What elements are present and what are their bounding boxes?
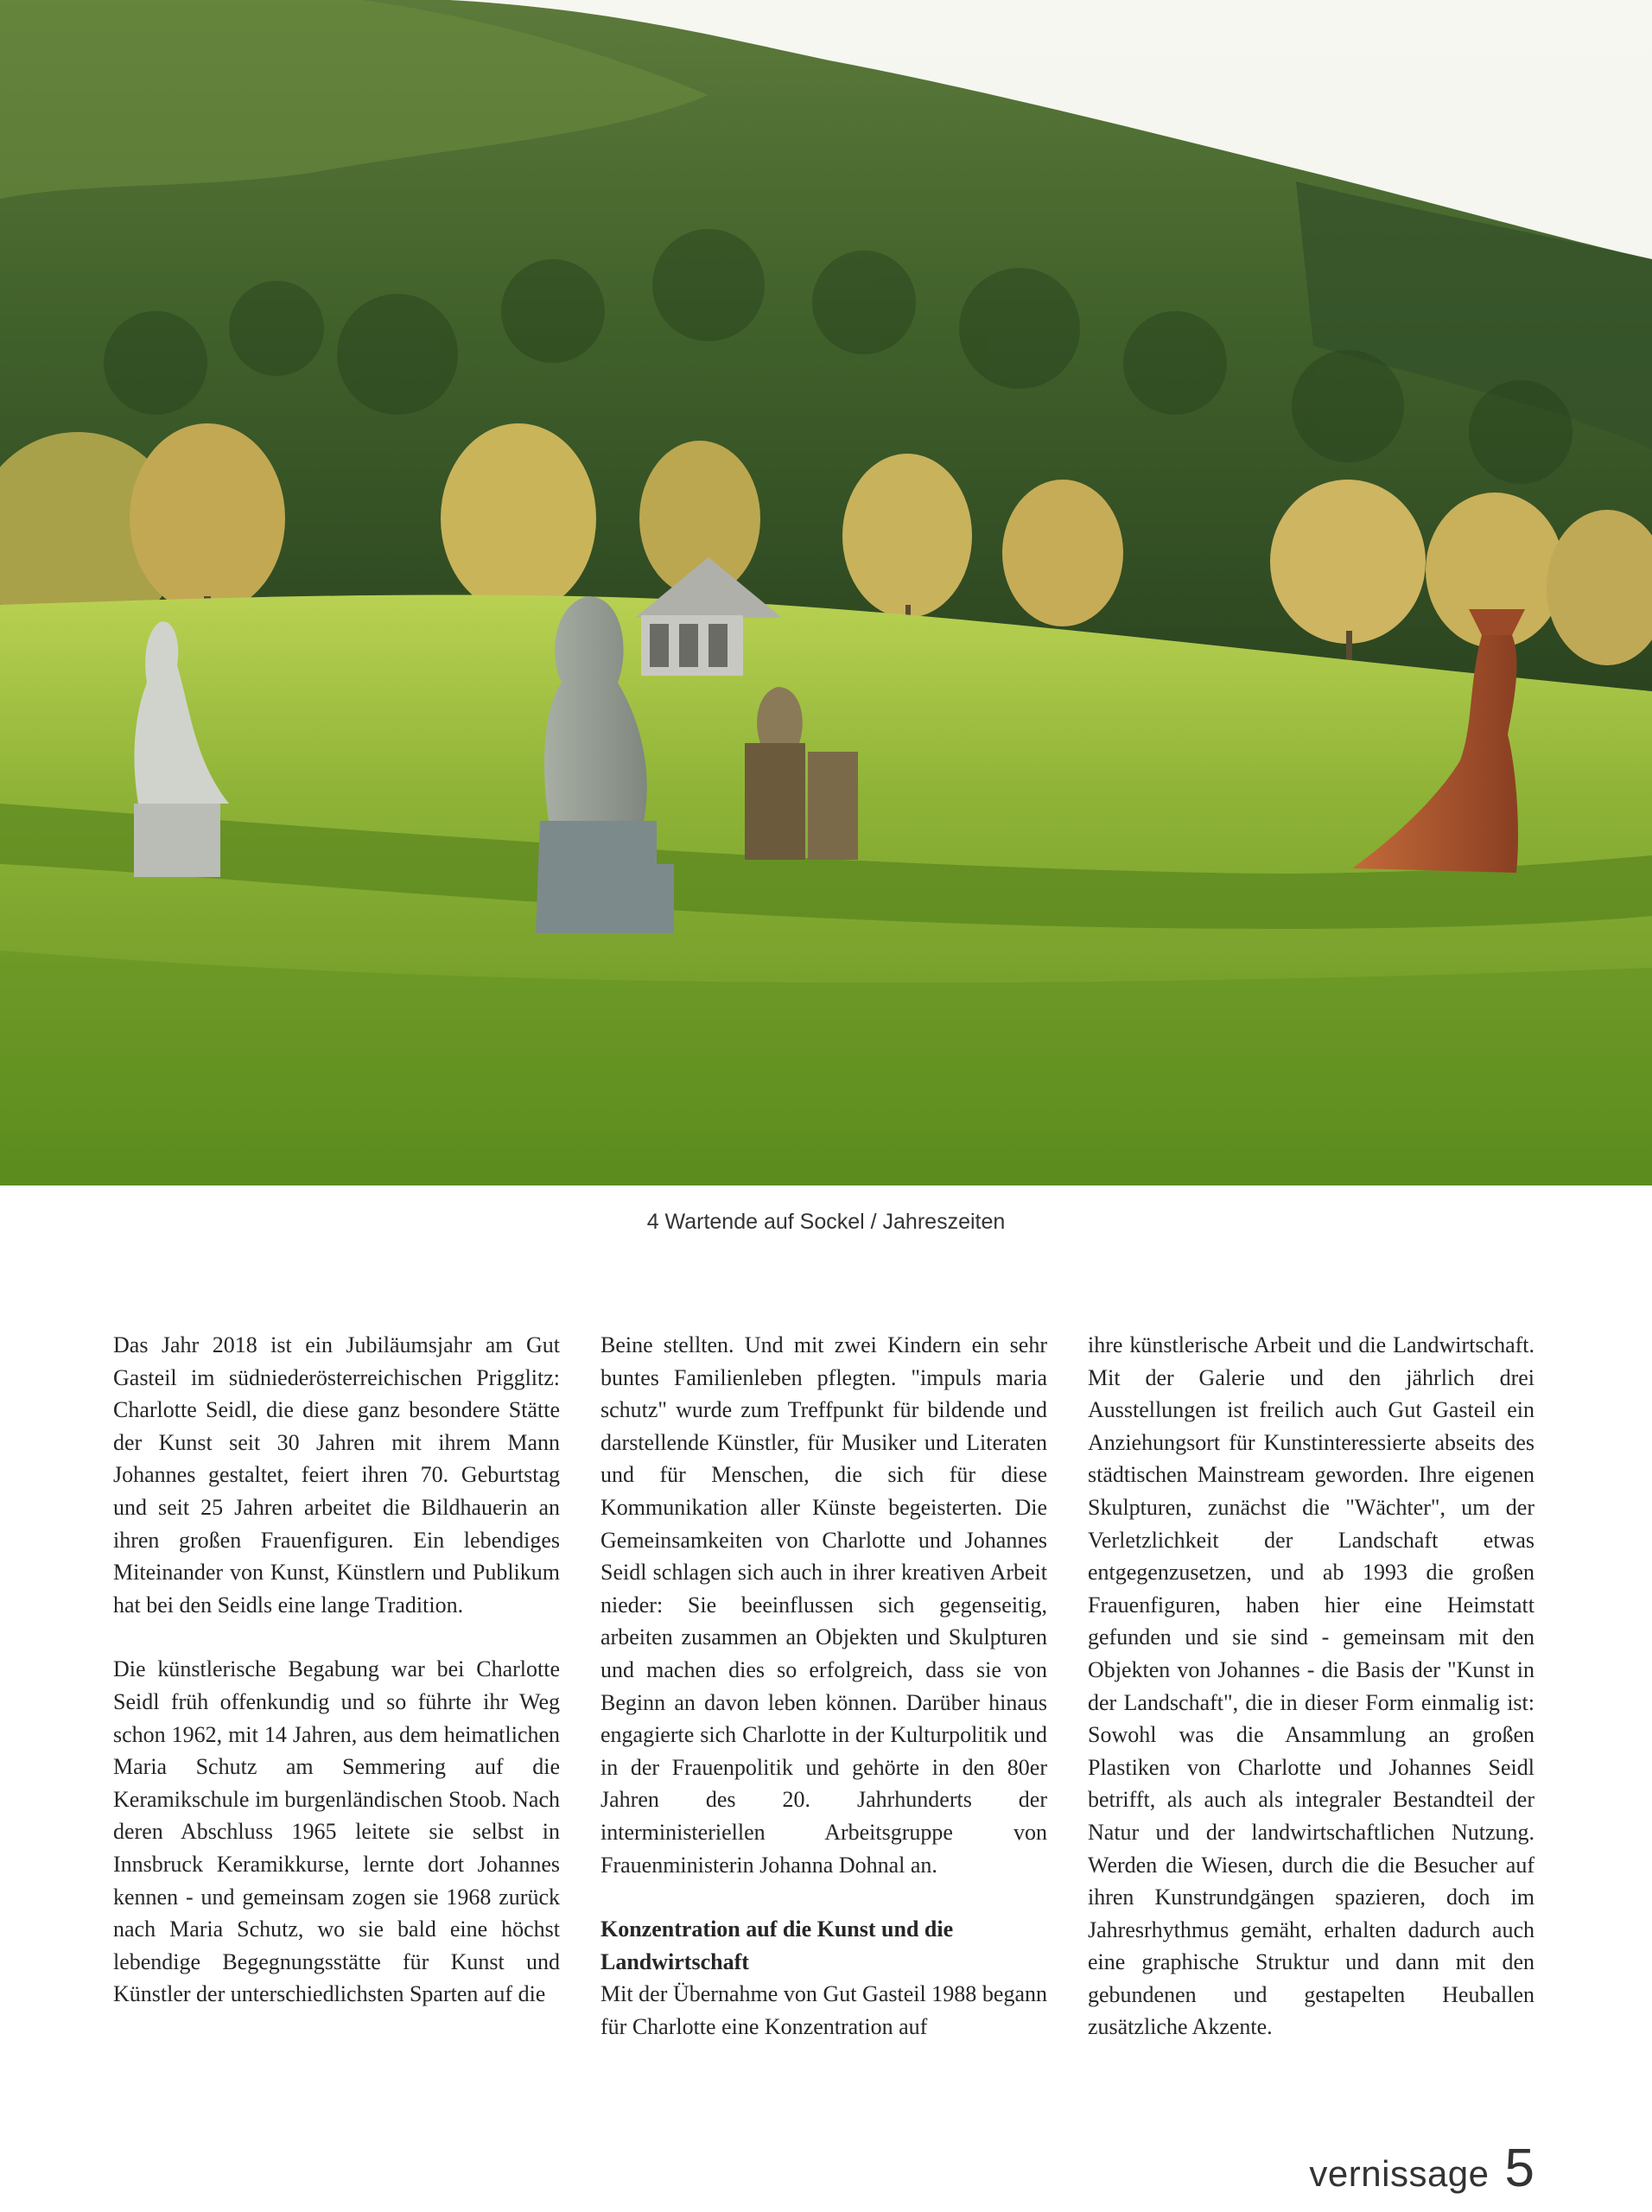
page-number: 5 (1504, 2139, 1534, 2198)
section-heading: Konzentration auf die Kunst und die Landwirtschaft (600, 1916, 954, 1974)
paragraph: Mit der Übernahme von Gut Gasteil 1988 begann für Charlotte eine Konzentration auf (600, 1981, 1047, 2039)
page-footer (1309, 2138, 1534, 2199)
paragraph: Das Jahr 2018 ist ein Jubiläumsjahr am Gut Gasteil im südniederösterreichischen Prigglitz: Charlotte Seidl, die diese ganz besondere Stätte der Kunst seit 30 Jahren mit ihrem Mann Johannes gestaltet, feiert ihren 70. Geburtstag und seit 25 Jahren arbeitet die Bildhauerin an ihren großen Frauenfiguren. Ein lebendiges Miteinander von Kunst, Künstlern und Publikum hat bei den Seidls eine lange Tradition. (113, 1332, 560, 1618)
magazine-name: vernissage (1309, 2153, 1490, 2194)
article-column-2 (600, 1329, 1047, 2043)
paragraph: Die künstlerische Begabung war bei Charlotte Seidl früh offenkundig und so führte ihr Weg schon 1962, mit 14 Jahren, aus dem heimatlichen Maria Schutz am Semmering auf die Keramikschule im burgenländischen Stoob. Nach deren Abschluss 1965 leitete sie selbst in Innsbruck Keramikkurse, lernte dort Johannes kennen - und gemeinsam zogen sie 1968 zurück nach Maria Schutz, wo sie bald eine höchst lebendige Begegnungsstätte für Kunst und Künstler der unterschiedlichsten Sparten auf die (113, 1656, 560, 2007)
article-column-1 (113, 1329, 560, 2011)
article-column-3 (1088, 1329, 1534, 2044)
paragraph: Beine stellten. Und mit zwei Kindern ein sehr buntes Familienleben pflegten. "impuls maria schutz" wurde zum Treffpunkt für bildende und darstellende Künstler, für Musiker und Literaten und für Menschen, die sich für diese Kommunikation aller Künste begeisterten. Die Gemeinsamkeiten von Charlotte und Johannes Seidl schlagen sich auch in ihrer kreativen Arbeit nieder: Sie beeinflussen sich gegenseitig, arbeiten zusammen an Objekten und Skulpturen und machen dies so erfolgreich, dass sie von Beginn an davon leben können. Darüber hinaus engagierte sich Charlotte in der Kulturpolitik und in der Frauenpolitik und gehörte in den 80er Jahren des 20. Jahrhunderts der interministeriellen Arbeitsgruppe von Frauenministerin Johanna Dohnal an. (600, 1332, 1047, 1878)
photo-caption: 4 Wartende auf Sockel / Jahreszeiten (646, 1210, 1006, 1234)
paragraph: ihre künstlerische Arbeit und die Landwirtschaft. Mit der Galerie und den jährlich drei Ausstellungen ist freilich auch Gut Gasteil ein Anziehungsort für Kunstinteressierte abseits des städtischen Mainstream geworden. Ihre eigenen Skulpturen, zunächst die "Wächter", um der Verletzlichkeit der Landschaft etwas entgegenzusetzen, und ab 1993 die großen Frauenfiguren, haben hier eine Heimstatt gefunden und sie sind - gemeinsam mit den Objekten von Johannes - die Basis der "Kunst in der Landschaft", die in dieser Form einmalig ist: Sowohl was die Ansammlung an großen Plastiken von Charlotte und Johannes Seidl betrifft, als auch als integraler Bestandteil der Natur und der landwirtschaftlichen Nutzung. Werden die Wiesen, durch die die Besucher auf ihren Kunstrundgängen spazieren, doch im Jahresrhythmus gemäht, erhalten dadurch auch eine graphische Struktur und dann mit den gebundenen und gestapelten Heuballen zusätzliche Akzente. (1088, 1332, 1534, 2040)
